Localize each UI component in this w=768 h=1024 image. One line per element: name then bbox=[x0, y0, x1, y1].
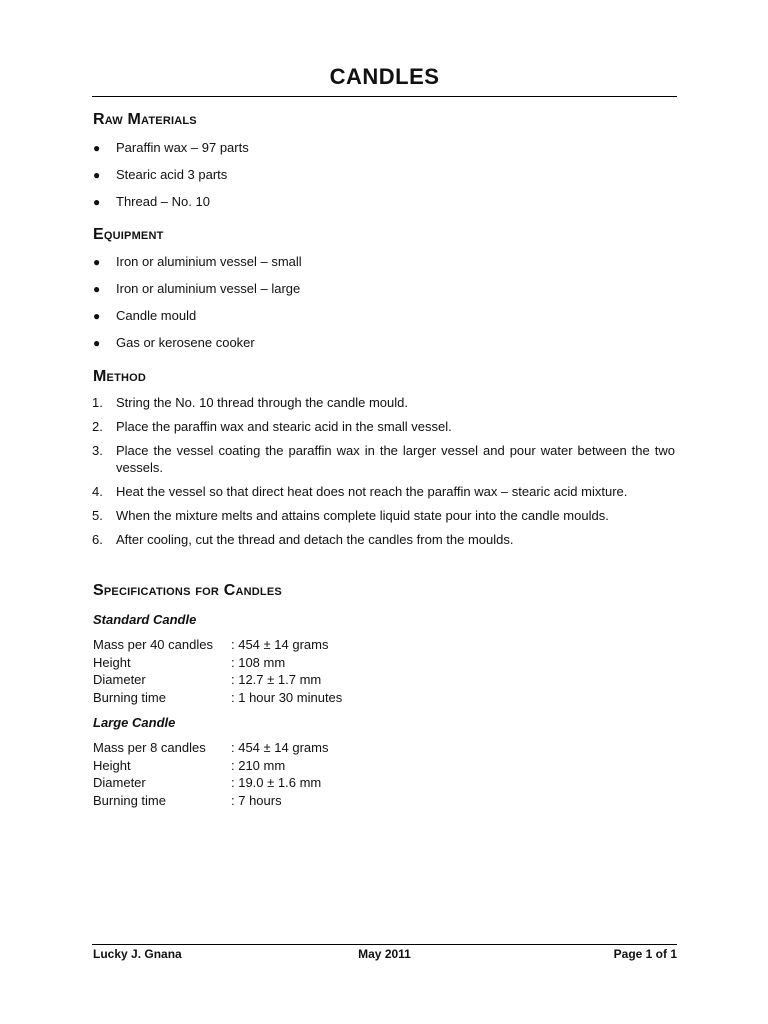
step-number: 5. bbox=[92, 508, 103, 523]
raw-materials-heading: Raw Materials bbox=[93, 111, 197, 128]
footer-page-number: Page 1 of 1 bbox=[613, 947, 677, 961]
equipment-heading: Equipment bbox=[93, 226, 164, 243]
list-item-text: Iron or aluminium vessel – small bbox=[116, 254, 302, 269]
large-candle-label: Large Candle bbox=[93, 715, 176, 730]
step-text: When the mixture melts and attains complete liquid state pour into the candle moulds. bbox=[116, 508, 609, 523]
method-step bbox=[92, 418, 675, 435]
bullet-icon: ● bbox=[93, 336, 101, 350]
spec-value: : 19.0 ± 1.6 mm bbox=[231, 775, 322, 790]
step-number: 4. bbox=[92, 484, 103, 499]
list-item bbox=[92, 194, 249, 221]
spec-row bbox=[93, 774, 328, 792]
page-title: CANDLES bbox=[329, 64, 440, 89]
list-item bbox=[92, 140, 249, 167]
title-divider bbox=[92, 96, 677, 97]
bullet-icon: ● bbox=[93, 168, 101, 182]
method-step bbox=[92, 442, 675, 476]
large-candle-specs bbox=[93, 739, 328, 809]
step-number: 3. bbox=[92, 443, 103, 458]
list-item bbox=[92, 167, 249, 194]
bullet-icon: ● bbox=[93, 141, 101, 155]
list-item-text: Thread – No. 10 bbox=[116, 194, 210, 209]
step-text: Heat the vessel so that direct heat does not reach the paraffin wax – stearic acid mixture. bbox=[116, 484, 628, 499]
list-item-text: Paraffin wax – 97 parts bbox=[116, 140, 249, 155]
list-item-text: Stearic acid 3 parts bbox=[116, 167, 228, 182]
spec-value: : 12.7 ± 1.7 mm bbox=[231, 672, 322, 687]
list-item bbox=[92, 254, 302, 281]
equipment-list bbox=[92, 254, 302, 362]
spec-value: : 454 ± 14 grams bbox=[231, 740, 329, 755]
spec-row bbox=[93, 654, 342, 672]
spec-key: Burning time bbox=[93, 689, 166, 705]
step-text: After cooling, cut the thread and detach the candles from the moulds. bbox=[116, 532, 514, 547]
method-step bbox=[92, 507, 675, 524]
spec-value: : 210 mm bbox=[231, 757, 286, 773]
method-step bbox=[92, 394, 675, 411]
footer-author: Lucky J. Gnana bbox=[93, 947, 182, 961]
spec-row bbox=[93, 689, 342, 707]
method-heading: Method bbox=[93, 368, 147, 385]
list-item bbox=[92, 281, 302, 308]
list-item bbox=[92, 308, 302, 335]
footer-divider bbox=[92, 944, 677, 945]
step-text: String the No. 10 thread through the candle mould. bbox=[116, 395, 408, 410]
list-item bbox=[92, 335, 302, 362]
list-item-text: Gas or kerosene cooker bbox=[116, 335, 255, 350]
spec-value: : 454 ± 14 grams bbox=[231, 637, 329, 652]
step-text: Place the vessel coating the paraffin wax in the larger vessel and pour water between the two vessels. bbox=[116, 443, 675, 475]
standard-candle-specs bbox=[93, 636, 342, 706]
spec-key: Height bbox=[93, 757, 131, 773]
bullet-icon: ● bbox=[93, 282, 101, 296]
list-item-text: Candle mould bbox=[116, 308, 197, 323]
step-number: 6. bbox=[92, 532, 103, 547]
spec-key: Diameter bbox=[93, 775, 146, 790]
spec-row bbox=[93, 792, 328, 810]
spec-row bbox=[93, 739, 328, 757]
bullet-icon: ● bbox=[93, 195, 101, 209]
specifications-heading: Specifications for Candles bbox=[93, 582, 282, 599]
spec-key: Mass per 8 candles bbox=[93, 740, 206, 755]
bullet-icon: ● bbox=[93, 309, 101, 323]
list-item-text: Iron or aluminium vessel – large bbox=[116, 281, 301, 296]
spec-value: : 108 mm bbox=[231, 654, 286, 670]
raw-materials-list bbox=[92, 140, 249, 221]
method-step bbox=[92, 531, 675, 548]
step-number: 1. bbox=[92, 395, 103, 410]
step-text: Place the paraffin wax and stearic acid in the small vessel. bbox=[116, 419, 452, 434]
method-step bbox=[92, 483, 675, 500]
spec-key: Burning time bbox=[93, 792, 166, 808]
spec-key: Mass per 40 candles bbox=[93, 637, 213, 652]
spec-value: : 7 hours bbox=[231, 792, 282, 808]
spec-row bbox=[93, 757, 328, 775]
document-page bbox=[92, 0, 677, 1024]
bullet-icon: ● bbox=[93, 255, 101, 269]
spec-row bbox=[93, 671, 342, 689]
spec-key: Diameter bbox=[93, 672, 146, 687]
standard-candle-label: Standard Candle bbox=[93, 612, 197, 627]
method-steps bbox=[92, 394, 675, 555]
step-number: 2. bbox=[92, 419, 103, 434]
spec-row bbox=[93, 636, 342, 654]
spec-key: Height bbox=[93, 654, 131, 670]
footer-date: May 2011 bbox=[358, 947, 411, 961]
spec-value: : 1 hour 30 minutes bbox=[231, 689, 343, 705]
